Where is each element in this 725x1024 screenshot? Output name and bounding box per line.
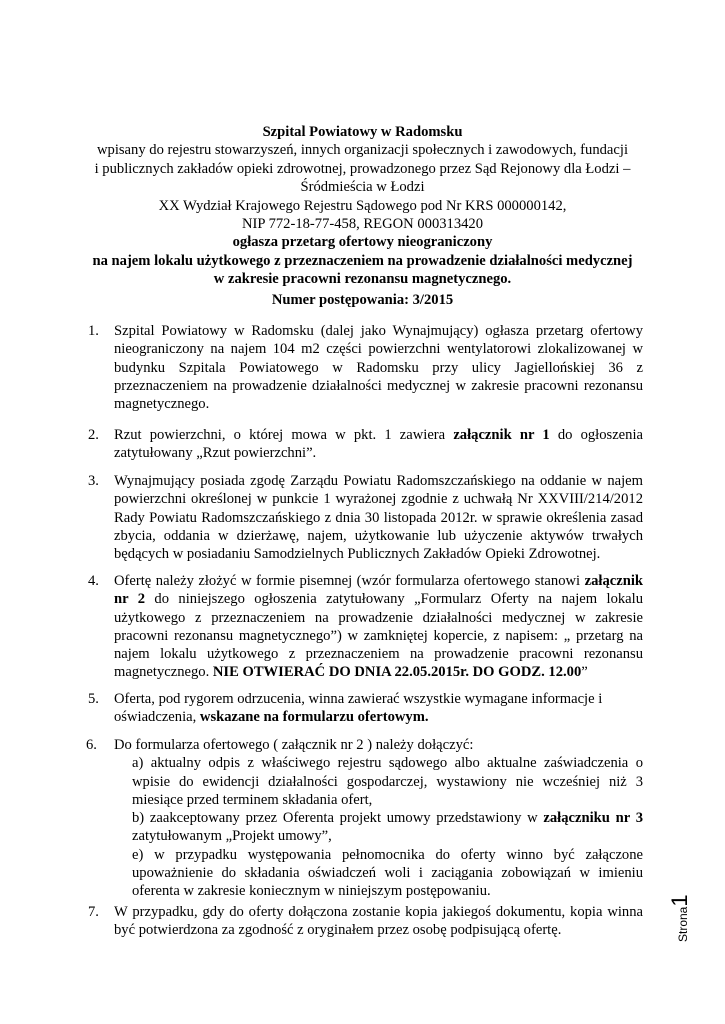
list-item-number: 7. [88, 904, 99, 920]
deadline-notice: NIE OTWIERAĆ DO DNIA 22.05.2015r. DO GODZ. 12.00 [212, 664, 582, 681]
list-item-4 [88, 572, 643, 682]
registry-line-3: Śródmieścia w Łodzi [300, 179, 425, 196]
document-header [80, 123, 645, 289]
list-item-text [114, 572, 643, 682]
text-run: zatytułowanym „Projekt umowy”, [132, 828, 332, 845]
list-item-text [114, 690, 643, 727]
announcement-title: ogłasza przetarg ofertowy nieograniczony [232, 234, 493, 251]
list-item-text: W przypadku, gdy do oferty dołączona zostanie kopia jakiegoś dokumentu, kopia winna być potwierdzona za zgodność z oryginałem przez osobę podpisującą ofertę. [114, 904, 643, 939]
text-run: Rzut powierzchni, o której mowa w pkt. 1 zawiera [114, 427, 454, 443]
attachment-ref: załącznik nr 2 [114, 573, 643, 608]
sub-item-b [132, 809, 643, 846]
page-number: 1 [667, 894, 692, 907]
form-ref: wskazane na formularzu ofertowym. [199, 709, 429, 726]
list-item-6 [88, 736, 643, 901]
announcement-subject-1: na najem lokalu użytkowego z przeznaczeniem na prowadzenie działalności medycznej [92, 252, 633, 269]
attachment-ref: załączniku nr 3 [543, 810, 643, 827]
text-run: do niniejszego ogłoszenia zatytułowany „Formularz Oferty na najem lokalu użytkowego z przeznaczeniem na prowadzenie działalności medycznej w zakresie pracowni rezonansu magnetycznego”) w zamkniętej kopercie, z napisem: „ przetarg na najem lokalu użytkowego z przeznaczeniem na prowadzenie pracowni rezonansu magnetycznego. [114, 591, 643, 681]
list-item-1 [88, 322, 643, 413]
registry-line-1: wpisany do rejestru stowarzyszeń, innych organizacji społecznych i zawodowych, fundacji [96, 142, 628, 159]
text-run: ” [581, 664, 588, 681]
page-label: Strona [676, 906, 690, 942]
list-item-5 [88, 690, 643, 727]
text-run: b) zaakceptowany przez Oferenta projekt umowy przedstawiony w [132, 810, 544, 827]
attachment-ref: załącznik nr 1 [453, 427, 550, 443]
case-number: Numer postępowania: 3/2015 [271, 292, 454, 308]
list-item-number: 2. [88, 427, 99, 443]
list-item-7 [88, 903, 643, 940]
list-item-text: Szpital Powiatowy w Radomsku (dalej jako Wynajmujący) ogłasza przetarg ofertowy nieograniczony na najem 104 m2 części powierzchni wentylatorowi zlokalizowanej w budynku Szpitala Powiatowego w Radomsku przy ulicy Jagiellońskiej 36 z przeznaczeniem na prowadzenie działalności medycznej w zakresie pracowni rezonansu magnetycznego. [114, 323, 643, 413]
page-number-block [667, 894, 693, 942]
list-item-text [114, 426, 643, 463]
krs-line: XX Wydział Krajowego Rejestru Sądowego pod Nr KRS 000000142, [158, 197, 567, 214]
list-item-number: 4. [88, 573, 99, 589]
list-item-intro: Do formularza ofertowego ( załącznik nr 2 ) należy dołączyć: [114, 737, 474, 753]
sub-item-e: e) w przypadku występowania pełnomocnika do oferty winno być załączone upoważnienie do składania oświadczeń woli i zaciągania zobowiązań w imieniu oferenta w zakresie koniecznym w niniejszym postępowaniu. [132, 846, 643, 900]
institution-name: Szpital Powiatowy w Radomsku [262, 124, 463, 140]
list-item-text: Wynajmujący posiada zgodę Zarządu Powiatu Radomszczańskiego na oddanie w najem powierzchni określonej w punkcie 1 wyrażonej zgodnie z uchwałą Nr XXVIII/214/2012 Rady Powiatu Radomszczańskiego z dnia 30 listopada 2012r. w sprawie określenia zasad zbycia, oddania w dzierżawę, najem, użytkowanie lub użyczenie aktywów trwałych będących w posiadaniu Samodzielnych Publicznych Zakładów Opieki Zdrowotnej. [114, 473, 643, 563]
text-run: Ofertę należy złożyć w formie pisemnej (wzór formularza ofertowego stanowi [114, 573, 585, 589]
list-item-number: 6. [86, 737, 97, 753]
text-run: do ogłoszenia zatytułowany „Rzut powierzchni”. [114, 427, 643, 462]
announcement-subject-2: w zakresie pracowni rezonansu magnetycznego. [213, 271, 512, 288]
page-footer [667, 862, 691, 942]
list-item-number: 3. [88, 473, 99, 489]
registry-line-2: i publicznych zakładów opieki zdrowotnej, prowadzonego przez Sąd Rejonowy dla Łodzi – [94, 160, 631, 177]
nip-regon-line: NIP 772-18-77-458, REGON 000313420 [241, 216, 484, 233]
list-item-number: 1. [88, 323, 99, 339]
sub-item-a: a) aktualny odpis z właściwego rejestru sądowego albo aktualne zaświadczenia o wpisie do ewidencji działalności gospodarczej, wystawiony nie wcześniej niż 3 miesiące przed terminem składania ofert, [132, 755, 643, 808]
list-item-2 [88, 426, 643, 463]
list-item-number: 5. [88, 691, 99, 707]
list-item-3 [88, 472, 643, 563]
text-run: Oferta, pod rygorem odrzucenia, winna zawierać wszystkie wymagane informacje i oświadczenia, [114, 691, 603, 726]
